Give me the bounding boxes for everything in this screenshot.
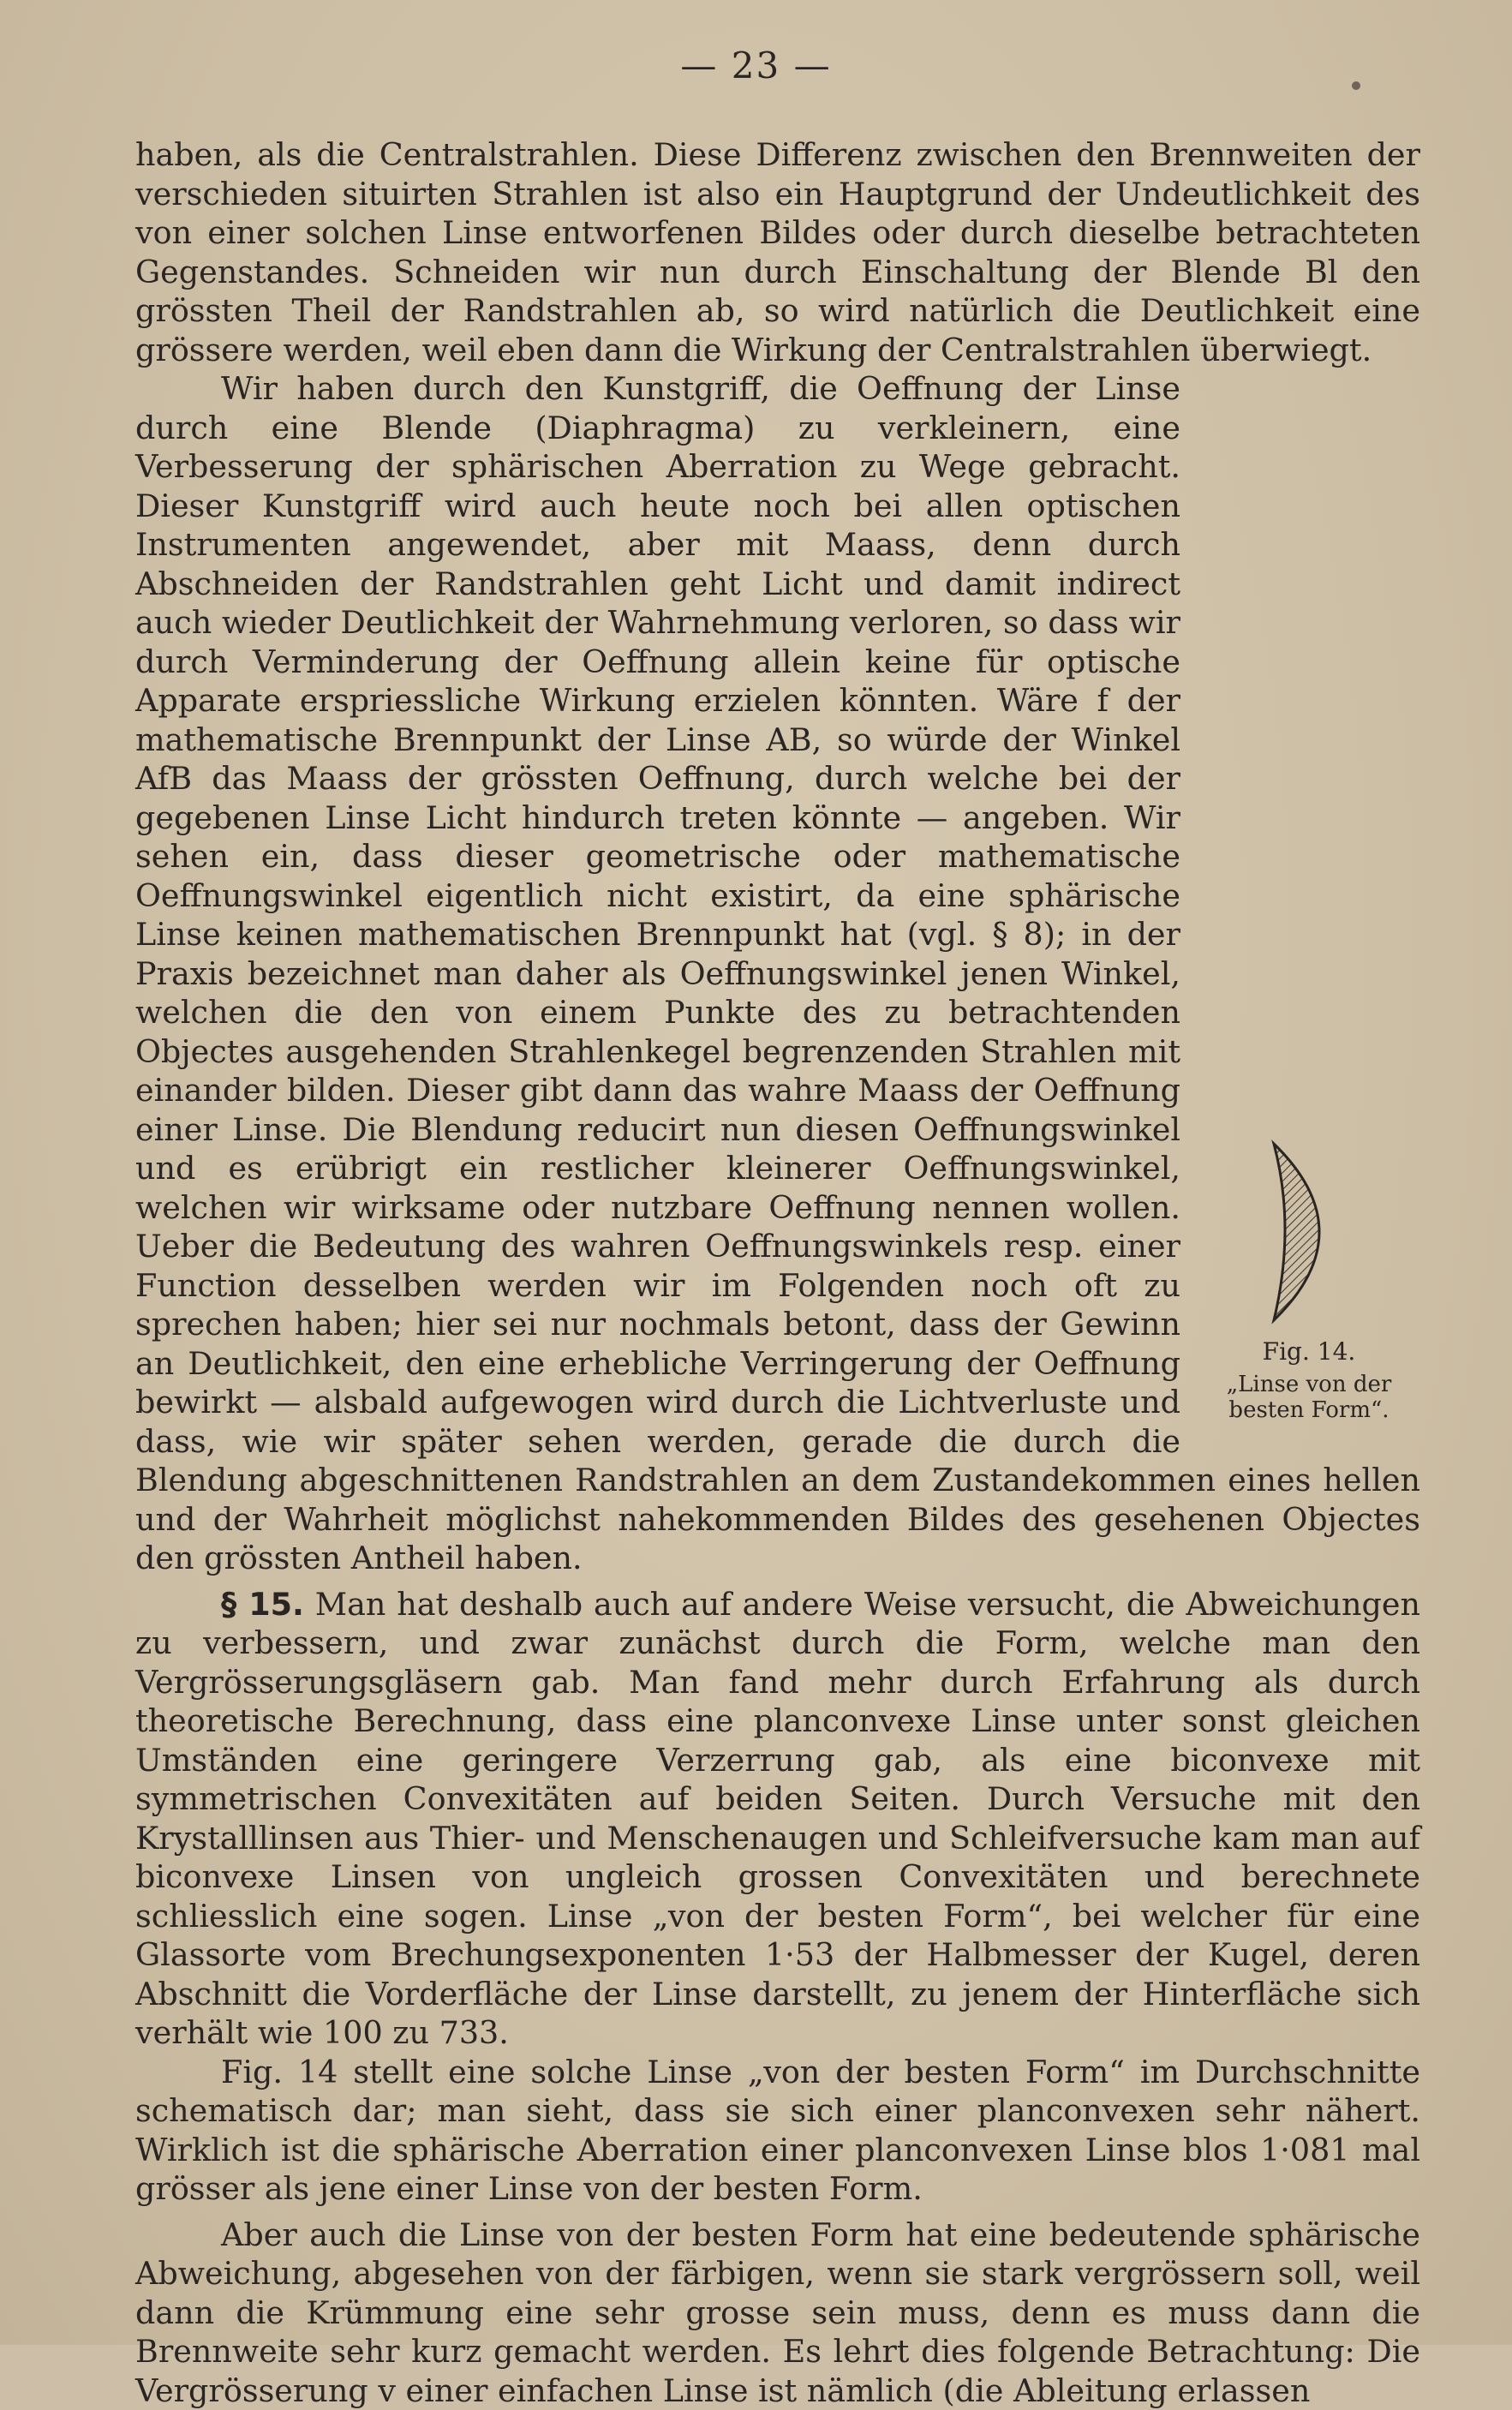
section-number: § 15. [221,1586,304,1623]
paragraph-2: Wir haben durch den Kunstgriff, die Oeffnung der Linse durch eine Blende (Diaphragma) zu verkleinern, eine Verbesserung der sphärischen Aberration zu Wege gebracht. Dieser Kunstgriff wird auch heute noch bei allen optischen Instrumenten angewendet, aber mit Maass, denn durch Abschneiden der Randstrahlen geht Licht und damit indirect auch wieder Deutlichkeit der Wahrnehmung verloren, so dass wir durch Verminderung der Oeffnung allein keine für optische Apparate erspriessliche Wirkung erzielen könnten. Wäre f der mathematische Brennpunkt der Linse AB, so würde der Winkel AfB das Maass der grössten Oeffnung, durch welche bei der gegebenen Linse Licht hindurch treten könnte — angeben. Wir sehen ein, dass dieser geometrische oder mathematische Oeffnungswinkel eigentlich nicht existirt, da eine sphärische Linse keinen mathematischen Brennpunkt hat (vgl. § 8); in der Praxis bezeichnet man daher als Oeffnungswinkel jenen Winkel, welchen die den von einem Punkte des zu betrachtenden Objectes ausgehenden Strahlenkegel begrenzenden Strahlen mit einander bilden. Dieser gibt dann das wahre Maass der Oeffnung einer Linse. Die Blendung reducirt nun diesen Oeffnungswinkel und es erübrigt ein restlicher kleinerer Oeffnungswinkel, welchen wir wirksame oder nutzbare Oeffnung nennen wollen. Ueber die Bedeutung des wahren Oeffnungswinkels resp. einer Function desselben werden wir im Folgenden noch oft zu sprechen haben; hier sei nur nochmals betont, dass der Gewinn an Deutlichkeit, den eine erhebliche Verringerung der Oeffnung bewirkt — alsbald aufgewogen wird durch die Lichtverluste und dass, wie wir später sehen werden, gerade die durch die Blendung abgeschnittenen Randstrahlen an dem Zustandekommen eines hellen und der Wahrheit möglichst nahekommenden Bildes des gesehenen Objectes den grössten Antheil haben. [135,369,1420,1578]
text-column [135,135,1420,2410]
figure-label: Fig. 14. [1198,1339,1420,1365]
paragraph-3-text: Man hat deshalb auch auf andere Weise versucht, die Abweichungen zu verbessern, und zwar zunächst durch die Form, welche man den Vergrösserungsgläsern gab. Man fand mehr durch Erfahrung als durch theoretische Berechnung, dass eine planconvexe Linse unter sonst gleichen Umständen eine geringere Verzerrung gab, als eine biconvexe mit symmetrischen Convexitäten auf beiden Seiten. Durch Versuche mit den Krystalllinsen aus Thier- und Menschenaugen und Schleifversuche kam man auf biconvexe Linsen von ungleich grossen Convexitäten und berechnete schliesslich eine sogen. Linse „von der besten Form“, bei welcher für eine Glassorte vom Brechungsexponenten 1·53 der Halbmesser der Kugel, deren Abschnitt die Vorderfläche der Linse darstellt, zu jenem der Hinterfläche sich verhält wie 100 zu 733. [135,1586,1420,2052]
figure-caption-text: „Linse von der besten Form“. [1227,1372,1392,1423]
figure-14 [1198,1123,1420,1457]
lens-diagram-icon [1262,1133,1356,1331]
paragraph-1: haben, als die Centralstrahlen. Diese Differenz zwischen den Brennweiten der verschieden situirten Strahlen ist also ein Hauptgrund der Undeutlichkeit des von einer solchen Linse entworfenen Bildes oder durch dieselbe betrachteten Gegenstandes. Schneiden wir nun durch Einschaltung der Blende Bl den grössten Theil der Randstrahlen ab, so wird natürlich die Deutlichkeit eine grössere werden, weil eben dann die Wirkung der Centralstrahlen überwiegt. [135,135,1420,369]
paragraph-5: Aber auch die Linse von der besten Form hat eine bedeutende sphärische Abweichung, abgesehen von der färbigen, wenn sie stark vergrössern soll, weil dann die Krümmung eine sehr grosse sein muss, denn es muss dann die Brennweite sehr kurz gemacht werden. Es lehrt dies folgende Betrachtung: Die Vergrösserung v einer einfachen Linse ist nämlich (die Ableitung erlassen [135,2216,1420,2410]
page-number: — 23 — [0,45,1512,87]
paragraph-3 [135,1585,1420,2053]
figure-caption [1198,1339,1420,1423]
paragraph-4: Fig. 14 stellt eine solche Linse „von der besten Form“ im Durchschnitte schematisch dar; man sieht, dass sie sich einer planconvexen sehr nähert. Wirklich ist die sphärische Aberration einer planconvexen Linse blos 1·081 mal grösser als jene einer Linse von der besten Form. [135,2053,1420,2209]
